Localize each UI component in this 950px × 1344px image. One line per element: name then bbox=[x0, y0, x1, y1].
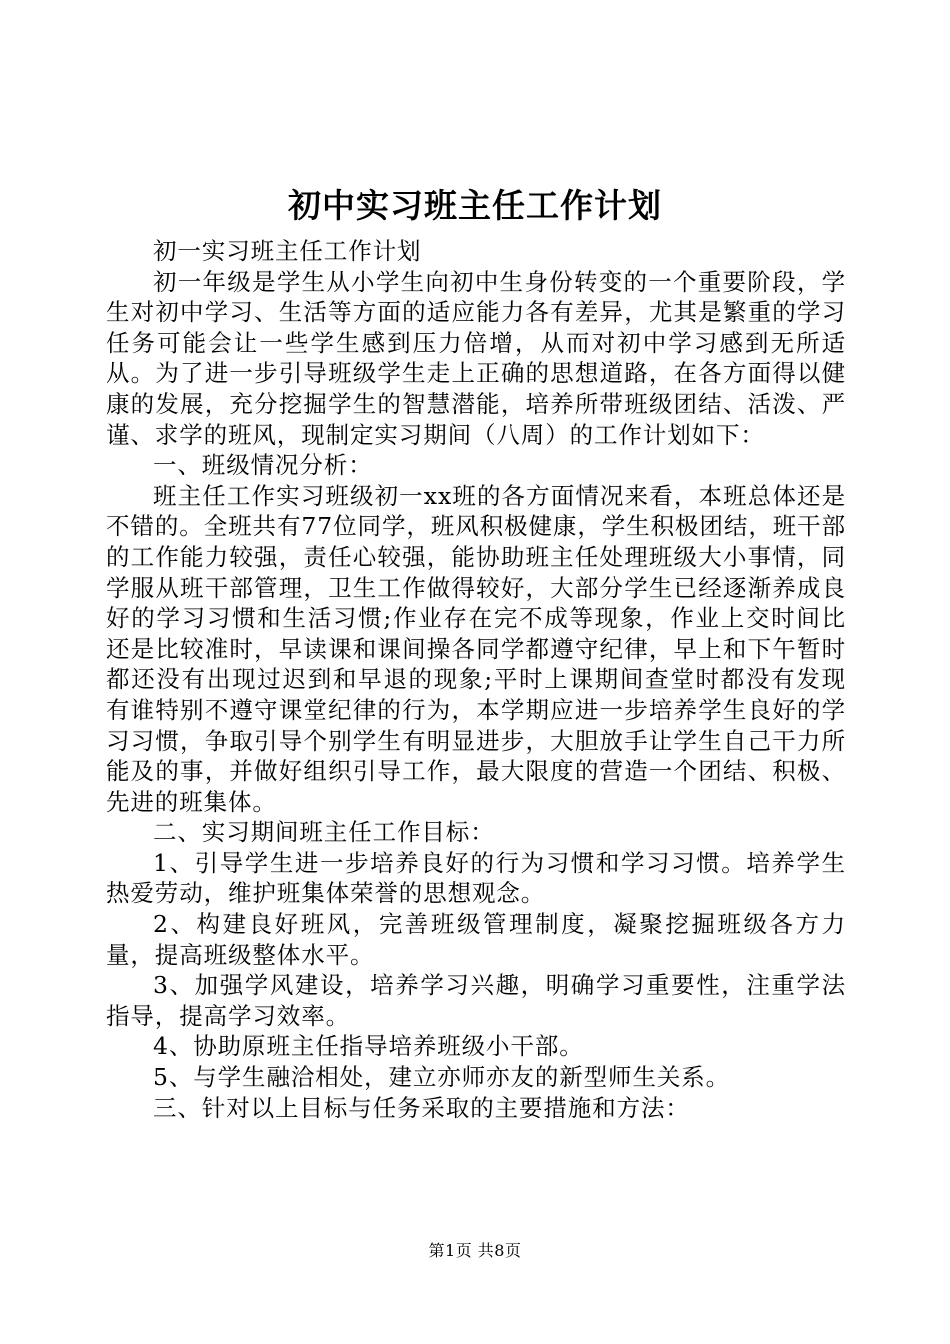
document-body bbox=[106, 236, 846, 1123]
document-title: 初中实习班主任工作计划 bbox=[288, 186, 662, 225]
section-heading-measures: 三、针对以上目标与任务采取的主要措施和方法： bbox=[153, 1093, 690, 1122]
paragraph-subtitle: 初一实习班主任工作计划 bbox=[153, 237, 422, 265]
goal-item: 4、协助原班主任指导培养班级小干部。 bbox=[153, 1032, 584, 1061]
goal-item: 1、引导学生进一步培养良好的行为习惯和学习习惯。培养学生热爱劳动，维护班集体荣誉的思想观念。 bbox=[106, 848, 846, 908]
section-heading-analysis: 一、班级情况分析： bbox=[153, 451, 373, 480]
section-heading-goals: 二、实习期间班主任工作目标： bbox=[153, 818, 495, 847]
goal-item: 3、加强学风建设，培养学习兴趣，明确学习重要性，注重学法指导，提高学习效率。 bbox=[106, 971, 846, 1030]
paragraph-analysis: 班主任工作实习班级初一xx班的各方面情况来看，本班总体还是不错的。全班共有77位同学，班风积极健康，学生积极团结，班干部的工作能力较强，责任心较强，能协助班主任处理班级大小事情，同学服从班干部管理，卫生工作做得较好，大部分学生已经逐渐养成良好的学习习惯和生活习惯;作业存在完不成等现象，作业上交时间比还是比较准时，早读课和课间操各同学都遵守纪律，早上和下午暂时都还没有出现过迟到和早退的现象;平时上课期间查堂时都没有发现有谁特别不遵守课堂纪律的行为，本学期应进一步培养学生良好的学习习惯，争取引导个别学生有明显进步，大胆放手让学生自己干力所能及的事，并做好组织引导工作，最大限度的营造一个团结、积极、先进的班集体。 bbox=[106, 481, 846, 816]
goal-item: 5、与学生融洽相处，建立亦师亦友的新型师生关系。 bbox=[153, 1063, 731, 1092]
goal-item: 2、构建良好班风，完善班级管理制度，凝聚挖掘班级各方力量，提高班级整体水平。 bbox=[106, 910, 846, 969]
page-number-footer: 第1页 共8页 bbox=[428, 1241, 522, 1260]
paragraph-intro: 初一年级是学生从小学生向初中生身份转变的一个重要阶段，学生对初中学习、生活等方面的适应能力各有差异，尤其是繁重的学习任务可能会让一些学生感到压力倍增，从而对初中学习感到无所适从。为了进一步引导班级学生走上正确的思想道路，在各方面得以健康的发展，充分挖掘学生的智慧潜能，培养所带班级团结、活泼、严谨、求学的班风，现制定实习期间（八周）的工作计划如下： bbox=[106, 267, 846, 449]
